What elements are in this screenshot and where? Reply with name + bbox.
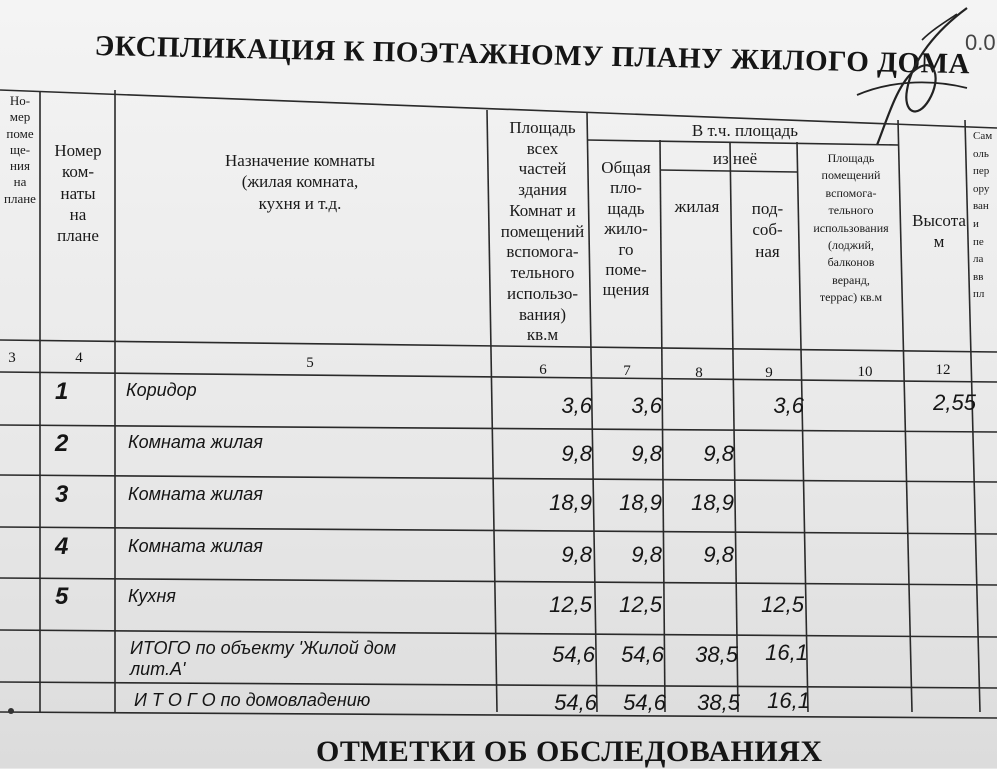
cell-general-area: 9,8 (631, 542, 662, 567)
row-bullet (8, 708, 14, 714)
cell-total-area: 18,9 (549, 490, 592, 515)
cell-general-area: 18,9 (619, 490, 662, 515)
header-room-number-on-plan: Номер ком- наты на плане (54, 141, 102, 245)
cell-living-area: 9,8 (703, 542, 734, 567)
header-cut-column: Сам оль пер ору ван и пе ла вв пл (973, 130, 993, 301)
handwritten-digits: 0.0 (965, 30, 996, 55)
cell-total-area: 9,8 (561, 542, 592, 567)
column-number: 9 (765, 365, 773, 381)
header-group-in-total: В т.ч. площадь (691, 121, 799, 140)
cell-total-area: 54,6 (554, 690, 597, 715)
header-auxiliary-area: под- соб- ная (751, 199, 784, 261)
cell-aux-area: 12,5 (761, 592, 804, 617)
column-number: 3 (8, 350, 16, 366)
column-number: 8 (695, 365, 703, 381)
header-room-number: Но- мер поме ще- ния на плане (4, 93, 36, 206)
cell-living-area: 38,5 (695, 642, 738, 667)
table-row-number: 5 (55, 583, 69, 610)
table-row-name: Комната жилая (128, 484, 263, 504)
table-row-name: Комната жилая (128, 432, 263, 452)
column-number: 4 (75, 350, 83, 366)
table-row-number: 4 (55, 533, 69, 560)
table-row-number: 1 (55, 378, 69, 405)
cell-general-area: 12,5 (619, 592, 662, 617)
cell-living-area: 9,8 (703, 441, 734, 466)
table-row-name: Кухня (128, 586, 176, 606)
table-row-name: Коридор (126, 380, 197, 400)
cell-aux-area: 16,1 (767, 688, 810, 713)
header-extra-area: Площадь помещений вспомога- тельного использования (лоджий, балконов веранд, террас) кв.м (813, 151, 889, 305)
header-general-living-area: Общая пло- щадь жило- го поме- щения (601, 158, 651, 300)
column-number: 6 (539, 362, 547, 378)
cell-total-area: 9,8 (561, 441, 592, 466)
table-row-name: Комната жилая (128, 536, 263, 556)
table-row-name-total-estate: И Т О Г О по домовладению (134, 690, 371, 710)
column-number: 7 (623, 363, 631, 379)
cell-total-area: 3,6 (561, 393, 592, 418)
header-height: Высота м (912, 211, 966, 252)
cell-general-area: 54,6 (623, 690, 666, 715)
table-row-number: 2 (55, 430, 69, 457)
table-row-name-total-object: ИТОГО по объекту 'Жилой дом лит.А' (130, 638, 397, 679)
cell-general-area: 54,6 (621, 642, 664, 667)
header-room-purpose: Назначение комнаты (жилая комната, кухня и т.д. (225, 151, 375, 213)
section-title-inspections: ОТМЕТКИ ОБ ОБСЛЕДОВАНИЯХ (316, 735, 823, 768)
cell-living-area: 38,5 (697, 690, 740, 715)
document-title: ЭКСПЛИКАЦИЯ К ПОЭТАЖНОМУ ПЛАНУ ЖИЛОГО ДОМА (94, 30, 971, 81)
header-living-area: жилая (674, 197, 720, 216)
cell-aux-area: 16,1 (765, 640, 808, 665)
cell-general-area: 9,8 (631, 441, 662, 466)
cell-living-area: 18,9 (691, 490, 734, 515)
cell-general-area: 3,6 (631, 393, 662, 418)
cell-total-area: 12,5 (549, 592, 592, 617)
column-number: 12 (935, 362, 951, 378)
table-row-number: 3 (55, 481, 69, 508)
cell-total-area: 54,6 (552, 642, 595, 667)
cell-height: 2,55 (933, 390, 976, 415)
cell-aux-area: 3,6 (773, 393, 804, 418)
column-number: 10 (857, 364, 873, 380)
header-total-area: Площадь всех частей здания Комнат и помещений вспомога- тельного использо- вания) кв.м (500, 118, 585, 345)
column-number: 5 (306, 355, 314, 371)
header-group-of-which: из неё (712, 149, 758, 168)
